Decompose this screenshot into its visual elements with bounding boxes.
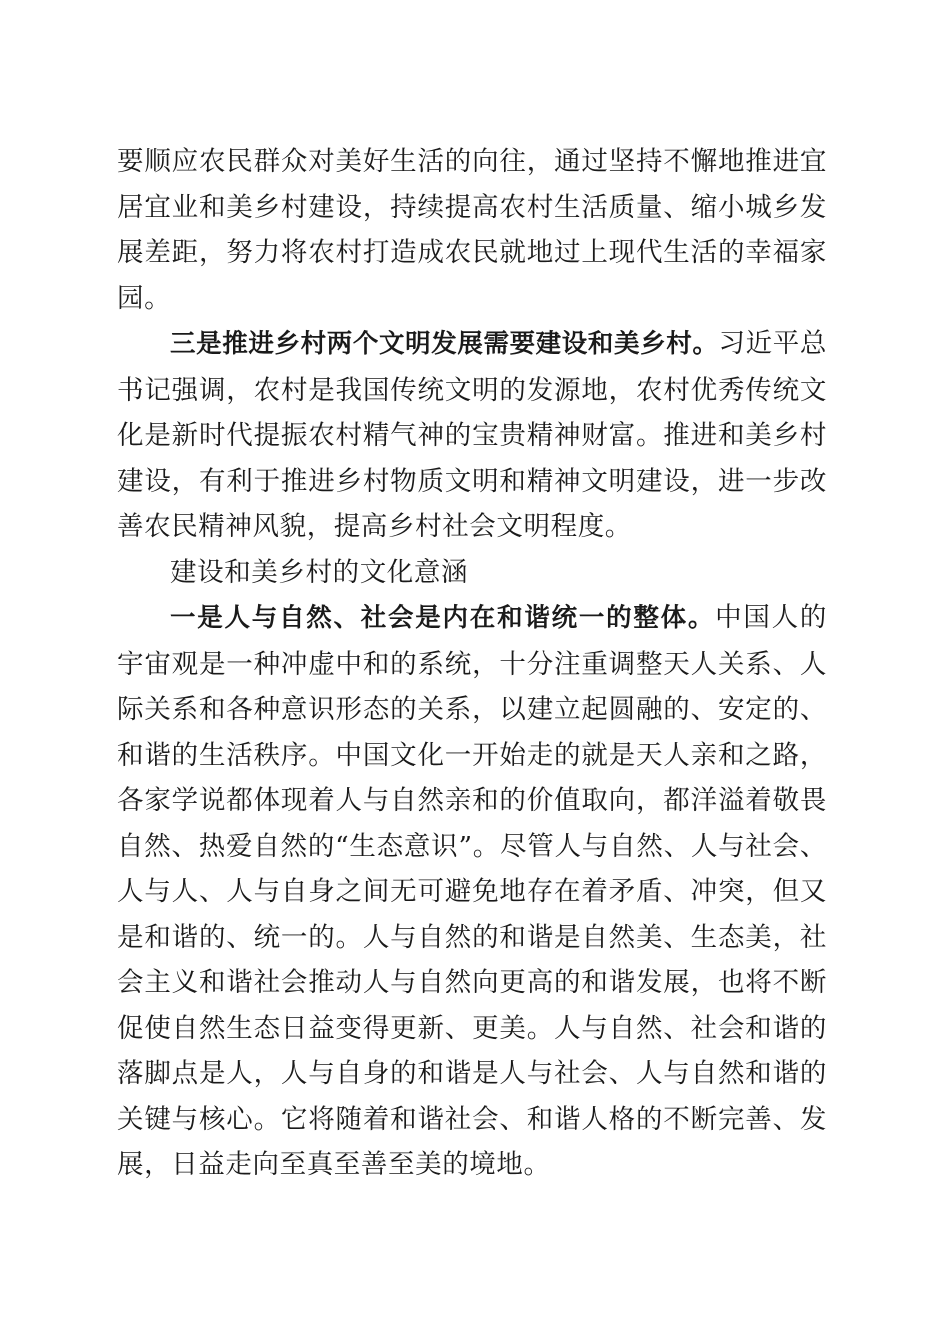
paragraph-third-point (117, 321, 827, 550)
paragraph-first-point (117, 595, 827, 1188)
document-page (117, 139, 827, 1188)
paragraph-lead-sentence: 三是推进乡村两个文明发展需要建设和美乡村。 (170, 329, 719, 359)
paragraph-continuation (117, 139, 827, 321)
paragraph-text: 习近平总书记强调，农村是我国传统文明的发源地，农村优秀传统文化是新时代提振农村精气神的宝贵精神财富。推进和美乡村建设，有利于推进乡村物质文明和精神文明建设，进一步改善农民精神风貌，提高乡村社会文明程度。 (117, 328, 827, 542)
section-heading-text: 建设和美乡村的文化意涵 (170, 556, 469, 588)
section-heading (117, 550, 827, 596)
paragraph-text: 要顺应农民群众对美好生活的向往，通过坚持不懈地推进宜居宜业和美乡村建设，持续提高农村生活质量、缩小城乡发展差距，努力将农村打造成农民就地过上现代生活的幸福家园。 (117, 146, 827, 314)
paragraph-lead-sentence: 一是人与自然、社会是内在和谐统一的整体。 (170, 603, 716, 633)
paragraph-text: 中国人的宇宙观是一种冲虚中和的系统，十分注重调整天人关系、人际关系和各种意识形态的关系，以建立起圆融的、安定的、和谐的生活秩序。中国文化一开始走的就是天人亲和之路，各家学说都体现着人与自然亲和的价值取向，都洋溢着敬畏自然、热爱自然的“生态意识”。尽管人与自然、人与社会、人与人、人与自身之间无可避免地存在着矛盾、冲突，但又是和谐的、统一的。人与自然的和谐是自然美、生态美，社会主义和谐社会推动人与自然向更高的和谐发展，也将不断促使自然生态日益变得更新、更美。人与自然、社会和谐的落脚点是人，人与自身的和谐是人与社会、人与自然和谐的关键与核心。它将随着和谐社会、和谐人格的不断完善、发展，日益走向至真至善至美的境地。 (117, 602, 827, 1180)
